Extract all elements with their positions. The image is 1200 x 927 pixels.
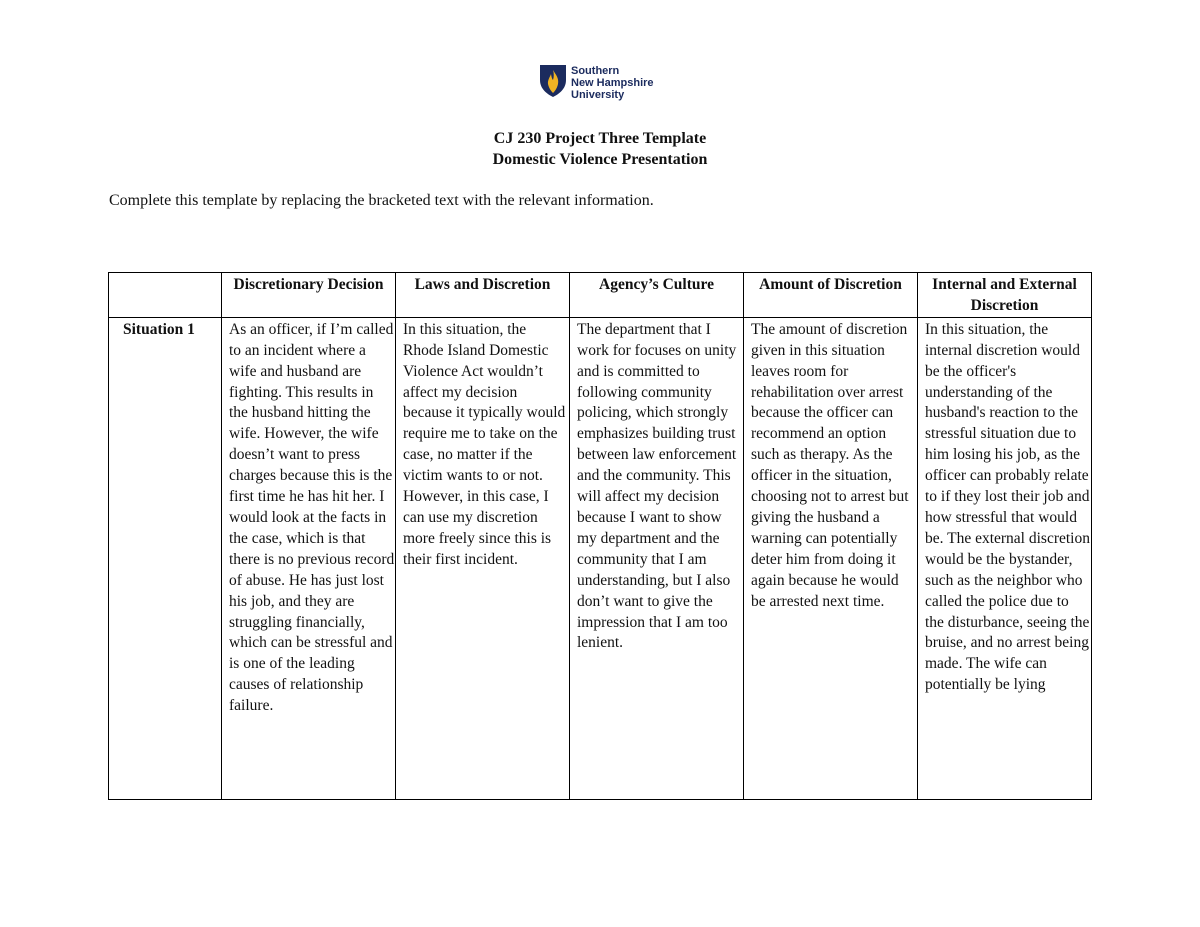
table-row [109, 317, 1092, 799]
document-title: CJ 230 Project Three Template [493, 130, 707, 147]
cell-discretionary-decision: As an officer, if I’m called to an incident where a wife and husband are fighting. This results in the husband hitting the wife. However, the wife doesn’t want to press charges because this is the first time he has hit her. I would look at the facts in the case, which is that there is no previous record of abuse. He has just lost his job, and they are struggling financially, which can be stressful and is one of the leading causes of relationship failure. [222, 317, 396, 799]
header-agency-culture: Agency’s Culture [570, 273, 744, 318]
header-discretionary-decision: Discretionary Decision [222, 273, 396, 318]
row-label: Situation 1 [109, 317, 222, 799]
cell-internal-external-discretion: In this situation, the internal discretion would be the officer's understanding of the husband's reaction to the stressful situation due to him losing his job, as the officer can probably relate to if they lost their job and how stressful that would be. The external discretion would be the bystander, such as the neighbor who called the police due to the disturbance, seeing the bruise, and no arrest being made. The wife can potentially be lying [918, 317, 1092, 799]
logo-wordmark [571, 65, 654, 101]
header-amount-of-discretion: Amount of Discretion [744, 273, 918, 318]
shield-flame-icon [539, 64, 567, 98]
logo-line-1: Southern [571, 65, 620, 77]
cell-laws-and-discretion: In this situation, the Rhode Island Domestic Violence Act wouldn’t affect my decision because it typically would require me to take on the case, no matter if the victim wants to or not. However, in this case, I can use my discretion more freely since this is their first incident. [396, 317, 570, 799]
header-laws-and-discretion: Laws and Discretion [396, 273, 570, 318]
instructions-text: Complete this template by replacing the bracketed text with the relevant information. [109, 192, 654, 209]
logo-line-3: University [571, 89, 625, 101]
university-logo [539, 64, 654, 101]
discretion-table [108, 272, 1092, 800]
cell-agency-culture: The department that I work for focuses on unity and is committed to following community policing, which strongly emphasizes building trust between law enforcement and the community. This will affect my decision because I want to show my department and the community that I am understanding, but I also don’t want to give the impression that I am too lenient. [570, 317, 744, 799]
document-titles [0, 128, 1200, 170]
document-subtitle: Domestic Violence Presentation [492, 151, 708, 168]
logo-line-2: New Hampshire [571, 77, 654, 89]
table-header-row [109, 273, 1092, 318]
header-corner [109, 273, 222, 318]
cell-amount-of-discretion: The amount of discretion given in this situation leaves room for rehabilitation over arrest because the officer can recommend an option such as therapy. As the officer in the situation, choosing not to arrest but giving the husband a warning can potentially deter him from doing it again because he would be arrested next time. [744, 317, 918, 799]
header-internal-external-discretion: Internal and External Discretion [918, 273, 1092, 318]
